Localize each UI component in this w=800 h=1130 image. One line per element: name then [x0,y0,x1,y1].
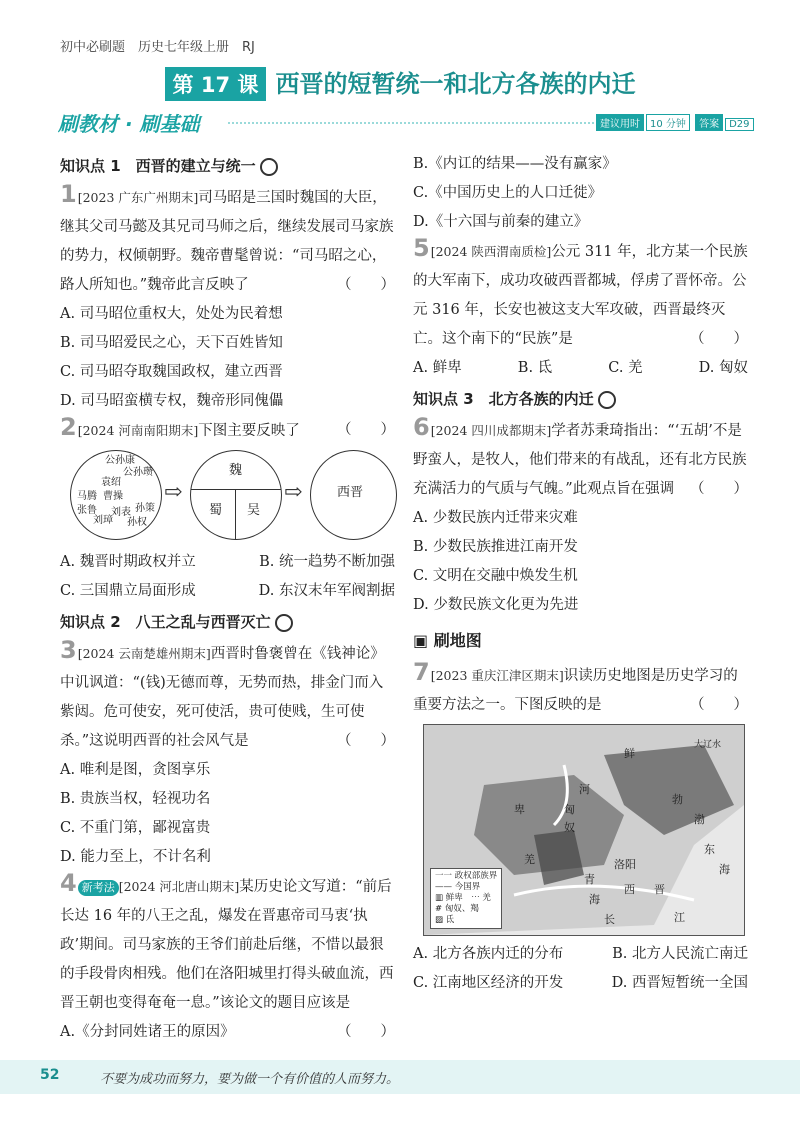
page-number: 52 [40,1067,60,1083]
left-column [60,150,395,1047]
q1-option-a[interactable]: A. 司马昭位重权大，处处为民着想 [60,306,283,322]
question-2: 2[2024 河南南阳期末]下图主要反映了 （ ） [60,413,395,441]
page-header: 初中必刷题 历史七年级上册 RJ [60,40,255,55]
q5-option-b[interactable]: B. 氐 [517,360,553,376]
q3-option-a[interactable]: A. 唯利是图，贪图享乐 [60,762,211,778]
q2-option-b[interactable]: B. 统一趋势不断加强 [259,554,395,570]
q7-option-a[interactable]: A. 北方各族内迁的分布 [413,946,564,962]
q5-option-d[interactable]: D. 匈奴 [698,360,748,376]
q3-option-b[interactable]: B. 贵族当权，轻视功名 [60,791,211,807]
q6-option-c[interactable]: C. 文明在交融中焕发生机 [413,568,578,584]
q6-option-d[interactable]: D. 少数民族文化更为先进 [413,597,579,613]
q3-option-c[interactable]: C. 不重门第，鄙视富贵 [60,820,211,836]
three-kingdoms-circle: 魏 蜀 吴 [190,450,282,540]
section-banner: 刷教材 · 刷基础 [58,112,200,136]
time-meta: 建议用时 10 分钟 答案 D29 [596,114,756,131]
q2-option-c[interactable]: C. 三国鼎立局面形成 [60,583,196,599]
warlords-circle: 公孙康 公孙瓒 袁绍 马腾 曹操 张鲁 刘璋 刘表 孙权 孙策 [70,450,162,540]
arrow-icon: ⇨ [284,480,303,505]
banner-divider [228,122,598,124]
lesson-number: 第 17 课 [165,67,267,101]
q1-option-d[interactable]: D. 司马昭蛮横专权，魏帝形同傀儡 [60,393,284,409]
historical-map: 鲜 卑 大辽水 河 勃 东 匈 奴 渤 海 羌 洛阳 青 海 西 晋 长 江 一一 政权部族界 —— 今国界 ▥ 鲜卑 ⋯ 羌 # 匈奴、羯 ▨ 氐 [423,724,745,936]
footer-motto: 不要为成功而努力，要为做一个有价值的人而努力。 [100,1072,400,1087]
map-legend: 一一 政权部族界 —— 今国界 ▥ 鲜卑 ⋯ 羌 # 匈奴、羯 ▨ 氐 [430,868,502,929]
target-icon [598,391,616,409]
map-book-icon: ▣ [413,631,429,650]
question-5: 5[2024 陕西渭南质检]公元 311 年，北方某一个民族的大军南下，成功攻破西晋都城，俘虏了晋怀帝。公元 316 年，长安也被这支大军攻破，西晋最终灭亡。这个南下的“民族”是 （ ） [413,234,748,347]
q7-option-c[interactable]: C. 江南地区经济的开发 [413,975,564,991]
q3-option-d[interactable]: D. 能力至上，不计名利 [60,849,211,865]
q4-option-a[interactable]: A.《分封同姓诸王的原因》 [60,1024,235,1040]
q6-option-b[interactable]: B. 少数民族推进江南开发 [413,539,578,555]
q2-option-a[interactable]: A. 魏晋时期政权并立 [60,554,196,570]
western-jin-circle: 西晋 [310,450,397,540]
question-7: 7[2023 重庆江津区期末]识读历史地图是历史学习的重要方法之一。下图反映的是 （ ） [413,658,748,713]
knowledge-point-1: 知识点 1 西晋的建立与统一 [60,152,395,181]
question-6: 6[2024 四川成都期末]学者苏秉琦指出：“‘五胡’不是野蛮人，是牧人，他们带来的有战乱，还有北方民族充满活力的气质与气魄。”此观点旨在强调 （ ） [413,413,748,497]
q6-option-a[interactable]: A. 少数民族内迁带来灾难 [413,510,578,526]
right-column [413,150,748,998]
knowledge-point-2: 知识点 2 八王之乱与西晋灭亡 [60,608,395,637]
lesson-title-bar [0,64,800,101]
q4-option-b[interactable]: B.《内讧的结果——没有赢家》 [413,156,617,172]
question-4: 4 新考法 [2024 河北唐山期末]某历史论文写道：“前后长达 16 年的八王之乱，爆发在晋惠帝司马衷‘执政’期间。司马家族的王爷们前赴后继，不惜以最狠的手段骨肉相残。他们在洛阳城里打得头破血流，西晋王朝也变得奄奄一息。”该论文的题目应该是 （ ） [60,869,395,1040]
q1-option-b[interactable]: B. 司马昭爱民之心，天下百姓皆知 [60,335,283,351]
map-section-title: ▣ 刷地图 [413,631,482,650]
q2-diagram [60,450,395,542]
target-icon [260,158,278,176]
q5-option-c[interactable]: C. 羌 [608,360,643,376]
q7-option-d[interactable]: D. 西晋短暂统一全国 [611,975,748,991]
q7-option-b[interactable]: B. 北方人民流亡南迁 [612,946,748,962]
q1-option-c[interactable]: C. 司马昭夺取魏国政权，建立西晋 [60,364,283,380]
new-method-tag: 新考法 [78,880,119,896]
lesson-title: 西晋的短暂统一和北方各族的内迁 [275,70,636,98]
q2-option-d[interactable]: D. 东汉末年军阀割据 [258,583,395,599]
q4-option-c[interactable]: C.《中国历史上的人口迁徙》 [413,185,603,201]
target-icon [275,614,293,632]
arrow-icon: ⇨ [164,480,183,505]
knowledge-point-3: 知识点 3 北方各族的内迁 [413,385,748,414]
q4-option-d[interactable]: D.《十六国与前秦的建立》 [413,214,589,230]
question-1: 1[2023 广东广州期末]司马昭是三国时魏国的大臣，继其父司马懿及其兄司马师之后，继续发展司马家族的势力，权倾朝野。魏帝曹髦曾说：“司马昭之心，路人所知也。”魏帝此言反映了 （ ） [60,180,395,293]
question-3: 3[2024 云南楚雄州期末]西晋时鲁褒曾在《钱神论》中讥讽道：“(钱)无德而尊，无势而热，排金门而入紫闼。危可使安，死可使活，贵可使贱，生可使杀。”这说明西晋的社会风气是 （ ） [60,636,395,749]
q5-option-a[interactable]: A. 鲜卑 [413,360,462,376]
